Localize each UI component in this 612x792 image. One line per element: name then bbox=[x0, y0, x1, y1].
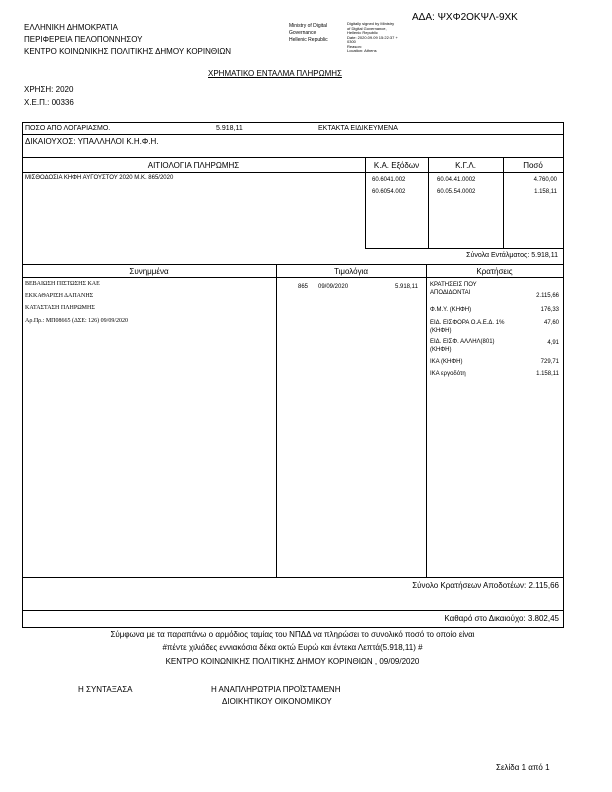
page-number: Σελίδα 1 από 1 bbox=[496, 763, 550, 772]
signature-right-2: of Digital Governance, bbox=[347, 25, 387, 31]
document-title: ΧΡΗΜΑΤΙΚΟ ΕΝΤΑΛΜΑ ΠΛΗΡΩΜΗΣ bbox=[208, 69, 342, 78]
net-to-beneficiary: Καθαρό στο Δικαιούχο: 3.802,45 bbox=[444, 614, 559, 623]
attachment-1: ΒΕΒΑΙΩΣΗ ΠΙΣΤΩΣΗΣ ΚΑΕ bbox=[25, 281, 100, 287]
withholding-label-3: ΕΙΔ. ΕΙΣΦΟΡΑ Ο.Α.Ε.Δ. 1% (ΚΗΦΗ) bbox=[430, 320, 505, 334]
withholding-label-4: ΕΙΔ. ΕΙΣΦ. ΑΛΛΗΛ(801) (ΚΗΦΗ) bbox=[430, 339, 495, 353]
amount-row-2: 1.158,11 bbox=[534, 189, 557, 195]
header-line-2: ΠΕΡΙΦΕΡΕΙΑ ΠΕΛΟΠΟΝΝΗΣΟΥ bbox=[24, 35, 143, 44]
kgl-row-1: 60.04.41.0002 bbox=[437, 177, 476, 183]
signature-right-1: Digitally signed by Ministry bbox=[347, 21, 395, 26]
withholding-label-1: ΚΡΑΤΗΣΕΙΣ ΠΟΥ ΑΠΟΔΙΔΟΝΤΑΙ bbox=[430, 282, 477, 296]
invoice-number: 865 bbox=[298, 284, 309, 290]
attachment-3: ΚΑΤΑΣΤΑΣΗ ΠΛΗΡΩΜΗΣ bbox=[25, 305, 95, 311]
signature-left-1: Ministry of Digital bbox=[289, 23, 328, 29]
header-withholdings: Κρατήσεις bbox=[476, 267, 513, 276]
withholding-value-3: 47,60 bbox=[543, 320, 559, 326]
header-ka: Κ.Α. Εξόδων bbox=[373, 161, 420, 170]
statement-line-1: Σύμφωνα με τα παραπάνω ο αρμόδιος ταμίας του ΝΠΔΔ να πληρώσει το συνολικό ποσό το οποίο είναι bbox=[110, 630, 475, 639]
amount-row-1: 4.760,00 bbox=[533, 177, 557, 183]
header-line-1: ΕΛΛΗΝΙΚΗ ΔΗΜΟΚΡΑΤΙΑ bbox=[24, 23, 118, 32]
withholding-value-5: 729,71 bbox=[540, 359, 559, 365]
amount-value: 5.918,11 bbox=[216, 125, 243, 132]
order-total: Σύνολα Εντάλματος: 5.918,11 bbox=[466, 252, 558, 259]
beneficiary: ΔΙΚΑΙΟΥΧΟΣ: ΥΠΑΛΛΗΛΟΙ Κ.Η.Φ.Η. bbox=[25, 137, 159, 146]
signature-head-line-2: ΔΙΟΙΚΗΤΙΚΟΥ ΟΙΚΟΝΟΜΙΚΟΥ bbox=[222, 697, 332, 706]
kgl-row-2: 60.05.54.0002 bbox=[437, 189, 476, 195]
signature-head-line-1: Η ΑΝΑΠΛΗΡΩΤΡΙΑ ΠΡΟΪΣΤΑΜΕΝΗ bbox=[211, 685, 341, 694]
header-justification: ΑΙΤΙΟΛΟΓΙΑ ΠΛΗΡΩΜΗΣ bbox=[147, 161, 240, 170]
total-withholdings: Σύνολο Κρατήσεων Αποδοτέων: 2.115,66 bbox=[412, 581, 559, 590]
signature-composer: Η ΣΥΝΤΑΞΑΣΑ bbox=[78, 685, 133, 694]
withholding-value-2: 176,33 bbox=[540, 307, 559, 313]
attachment-2: ΕΚΚΑΘΑΡΙΣΗ ΔΑΠΑΝΗΣ bbox=[25, 293, 94, 299]
signature-right-5: 0300 bbox=[347, 39, 356, 44]
attachment-4: Αρ.Πρ.: ΜΠ08665 (ΔΣΕ: 126) 09/09/2020 bbox=[25, 318, 129, 324]
justification-text: ΜΙΣΘΟΔΟΣΙΑ ΚΗΦΗ ΑΥΓΟΥΣΤΟΥ 2020 Μ.Κ. 865/2020 bbox=[25, 175, 174, 181]
invoice-amount: 5.918,11 bbox=[395, 284, 418, 290]
header-invoices: Τιμολόγια bbox=[333, 267, 368, 276]
withholding-value-6: 1.158,11 bbox=[536, 371, 559, 377]
signature-left-3: Hellenic Republic bbox=[289, 37, 328, 43]
header-line-3: ΚΕΝΤΡΟ ΚΟΙΝΩΝΙΚΗΣ ΠΟΛΙΤΙΚΗΣ ΔΗΜΟΥ ΚΟΡΙΝΘΙΩΝ bbox=[24, 47, 232, 56]
ka-row-1: 60.6041.002 bbox=[372, 177, 406, 183]
header-amount: Ποσό bbox=[523, 161, 543, 170]
withholding-label-5: ΙΚΑ (ΚΗΦΗ) bbox=[430, 359, 463, 365]
signature-right-3: Hellenic Republic bbox=[347, 30, 378, 35]
invoice-date: 09/09/2020 bbox=[318, 284, 349, 290]
amount-label: ΠΟΣΟ ΑΠΟ ΛΟΓΑΡΙΑΣΜΟ. bbox=[25, 125, 111, 132]
ka-row-2: 60.6054.002 bbox=[372, 189, 406, 195]
signature-right-4: Date: 2020.09.09 15:22:37 + bbox=[347, 34, 398, 40]
withholding-label-2: Φ.Μ.Υ. (ΚΗΦΗ) bbox=[430, 307, 472, 313]
fiscal-year: ΧΡΗΣΗ: 2020 bbox=[24, 85, 74, 94]
xep-number: Χ.Ε.Π.: 00336 bbox=[24, 98, 74, 107]
ada-code: ΑΔΑ: ΨΧΦ2ΟΚΨΛ-9ΧΚ bbox=[412, 12, 518, 23]
header-attachments: Συνημμένα bbox=[129, 267, 169, 276]
signature-left-2: Governance bbox=[289, 30, 317, 36]
withholding-value-1: 2.115,66 bbox=[536, 293, 559, 299]
withholding-value-4: 4,91 bbox=[547, 340, 559, 346]
statement-line-3: ΚΕΝΤΡΟ ΚΟΙΝΩΝΙΚΗΣ ΠΟΛΙΤΙΚΗΣ ΔΗΜΟΥ ΚΟΡΙΝΘΙΩΝ , 09/09/2020 bbox=[165, 657, 420, 666]
expense-type: ΕΚΤΑΚΤΑ ΕΙΔΙΚΕΥΜΕΝΑ bbox=[318, 125, 398, 132]
signature-right-6: Reason: bbox=[347, 43, 362, 49]
signature-right-7: Location: Athens bbox=[347, 48, 377, 53]
withholding-label-6: ΙΚΑ εργοδότη bbox=[430, 371, 466, 377]
statement-line-2: #πέντε χιλιάδες εννιακόσια δέκα οκτώ Ευρώ και έντεκα Λεπτά(5.918,11) # bbox=[162, 643, 423, 652]
header-kgl: Κ.Γ.Λ. bbox=[455, 161, 476, 170]
